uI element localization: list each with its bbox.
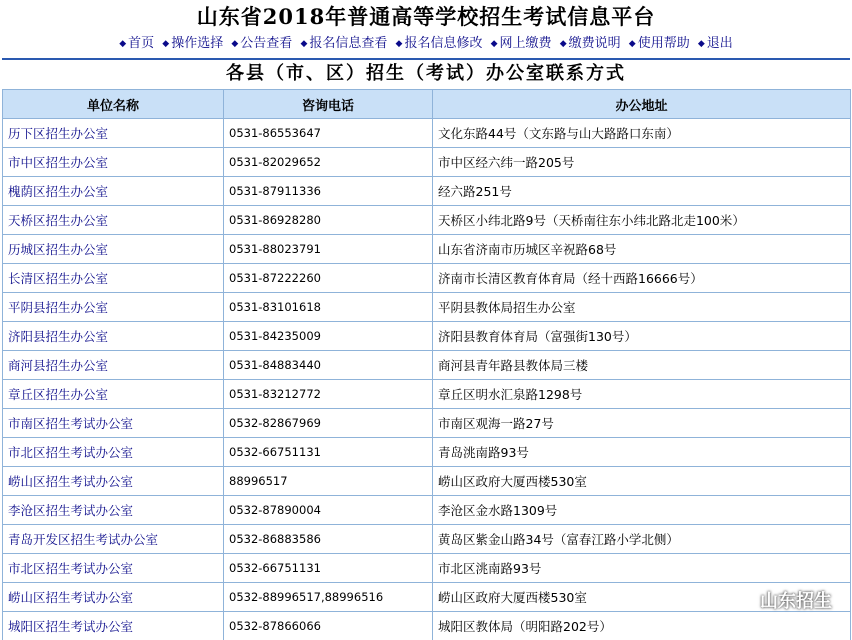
nav-payment-help[interactable] (560, 34, 621, 54)
section-title: 各县（市、区）招生（考试）办公室联系方式 (226, 63, 626, 84)
watermark (730, 588, 832, 616)
nav-online-payment[interactable] (491, 34, 552, 54)
nav-label: 网上缴费 (499, 36, 552, 51)
unit-cell: 市北区招生考试办公室 (3, 438, 224, 467)
address-cell: 市北区洮南路93号 (433, 554, 851, 583)
watermark-text: 山东招生 (760, 591, 832, 612)
address-cell: 经六路251号 (433, 177, 851, 206)
address-cell: 平阴县教体局招生办公室 (433, 293, 851, 322)
column-header-phone: 咨询电话 (224, 90, 433, 119)
phone-cell: 0531-83101618 (224, 293, 433, 322)
unit-cell: 崂山区招生考试办公室 (3, 467, 224, 496)
address-cell: 黄岛区紫金山路34号（富春江路小学北侧） (433, 525, 851, 554)
address-cell: 崂山区政府大厦西楼530室 (433, 467, 851, 496)
address-cell: 市南区观海一路27号 (433, 409, 851, 438)
diamond-bullet-icon: ◆ (300, 39, 308, 49)
table-row (3, 380, 851, 409)
nav-bar (0, 34, 852, 54)
table-row (3, 177, 851, 206)
phone-cell: 0532-82867969 (224, 409, 433, 438)
address-cell: 章丘区明水汇泉路1298号 (433, 380, 851, 409)
table-row (3, 206, 851, 235)
column-header-address: 办公地址 (433, 90, 851, 119)
phone-cell: 0532-86883586 (224, 525, 433, 554)
unit-cell: 青岛开发区招生考试办公室 (3, 525, 224, 554)
unit-cell: 历城区招生办公室 (3, 235, 224, 264)
phone-cell: 88996517 (224, 467, 433, 496)
phone-cell: 0532-87866066 (224, 612, 433, 640)
table-row (3, 467, 851, 496)
nav-notice-view[interactable] (231, 34, 292, 54)
unit-cell: 崂山区招生考试办公室 (3, 583, 224, 612)
address-cell: 山东省济南市历城区辛祝路68号 (433, 235, 851, 264)
unit-cell: 长清区招生办公室 (3, 264, 224, 293)
table-row (3, 583, 851, 612)
address-cell: 崂山区政府大厦西楼530室 (433, 583, 851, 612)
phone-cell: 0531-86553647 (224, 119, 433, 148)
table-body (3, 119, 851, 640)
table-row (3, 612, 851, 640)
table-row (3, 438, 851, 467)
unit-cell: 章丘区招生办公室 (3, 380, 224, 409)
table-row (3, 322, 851, 351)
table-row (3, 496, 851, 525)
unit-cell: 天桥区招生办公室 (3, 206, 224, 235)
table-row (3, 554, 851, 583)
nav-home[interactable] (119, 34, 154, 54)
diamond-bullet-icon: ◆ (231, 39, 239, 49)
phone-cell: 0531-82029652 (224, 148, 433, 177)
unit-cell: 济阳县招生办公室 (3, 322, 224, 351)
phone-cell: 0531-88023791 (224, 235, 433, 264)
phone-cell: 0531-84235009 (224, 322, 433, 351)
nav-label: 报名信息修改 (404, 36, 483, 51)
nav-registration-edit[interactable] (396, 34, 483, 54)
nav-label: 操作选择 (171, 36, 224, 51)
table-row (3, 293, 851, 322)
table-row (3, 148, 851, 177)
diamond-bullet-icon: ◆ (559, 39, 567, 49)
address-cell: 济阳县教育体育局（富强街130号） (433, 322, 851, 351)
phone-cell: 0532-88996517,88996516 (224, 583, 433, 612)
phone-cell: 0532-66751131 (224, 438, 433, 467)
diamond-bullet-icon: ◆ (697, 39, 705, 49)
unit-cell: 市南区招生考试办公室 (3, 409, 224, 438)
phone-cell: 0532-87890004 (224, 496, 433, 525)
contact-table (2, 89, 851, 640)
phone-cell: 0531-86928280 (224, 206, 433, 235)
address-cell: 商河县青年路县教体局三楼 (433, 351, 851, 380)
address-cell: 天桥区小纬北路9号（天桥南往东小纬北路北走100米） (433, 206, 851, 235)
wechat-icon (730, 591, 756, 611)
phone-cell: 0531-83212772 (224, 380, 433, 409)
unit-cell: 市中区招生办公室 (3, 148, 224, 177)
diamond-bullet-icon: ◆ (119, 39, 127, 49)
nav-label: 报名信息查看 (309, 36, 388, 51)
table-row (3, 235, 851, 264)
table-row (3, 525, 851, 554)
nav-label: 退出 (706, 36, 733, 51)
table-row (3, 264, 851, 293)
nav-logout[interactable] (698, 34, 733, 54)
nav-label: 首页 (128, 36, 155, 51)
address-cell: 济南市长清区教育体育局（经十西路16666号） (433, 264, 851, 293)
unit-cell: 市北区招生考试办公室 (3, 554, 224, 583)
phone-cell: 0532-66751131 (224, 554, 433, 583)
address-cell: 城阳区教体局（明阳路202号） (433, 612, 851, 640)
table-row (3, 409, 851, 438)
phone-cell: 0531-87222260 (224, 264, 433, 293)
address-cell: 李沧区金水路1309号 (433, 496, 851, 525)
unit-cell: 平阴县招生办公室 (3, 293, 224, 322)
nav-label: 公告查看 (240, 36, 293, 51)
table-header-row (3, 90, 851, 119)
nav-operation-select[interactable] (162, 34, 223, 54)
diamond-bullet-icon: ◆ (628, 39, 636, 49)
phone-cell: 0531-87911336 (224, 177, 433, 206)
diamond-bullet-icon: ◆ (490, 39, 498, 49)
unit-cell: 槐荫区招生办公室 (3, 177, 224, 206)
nav-usage-help[interactable] (629, 34, 690, 54)
diamond-bullet-icon: ◆ (395, 39, 403, 49)
nav-label: 缴费说明 (568, 36, 621, 51)
nav-label: 使用帮助 (637, 36, 690, 51)
diamond-bullet-icon: ◆ (162, 39, 170, 49)
column-header-unit: 单位名称 (3, 90, 224, 119)
address-cell: 青岛洮南路93号 (433, 438, 851, 467)
unit-cell: 城阳区招生考试办公室 (3, 612, 224, 640)
unit-cell: 商河县招生办公室 (3, 351, 224, 380)
table-row (3, 351, 851, 380)
site-title: 山东省2018年普通高等学校招生考试信息平台 (196, 4, 656, 29)
table-row (3, 119, 851, 148)
unit-cell: 李沧区招生考试办公室 (3, 496, 224, 525)
phone-cell: 0531-84883440 (224, 351, 433, 380)
address-cell: 市中区经六纬一路205号 (433, 148, 851, 177)
nav-registration-view[interactable] (300, 34, 387, 54)
unit-cell: 历下区招生办公室 (3, 119, 224, 148)
address-cell: 文化东路44号（文东路与山大路路口东南） (433, 119, 851, 148)
